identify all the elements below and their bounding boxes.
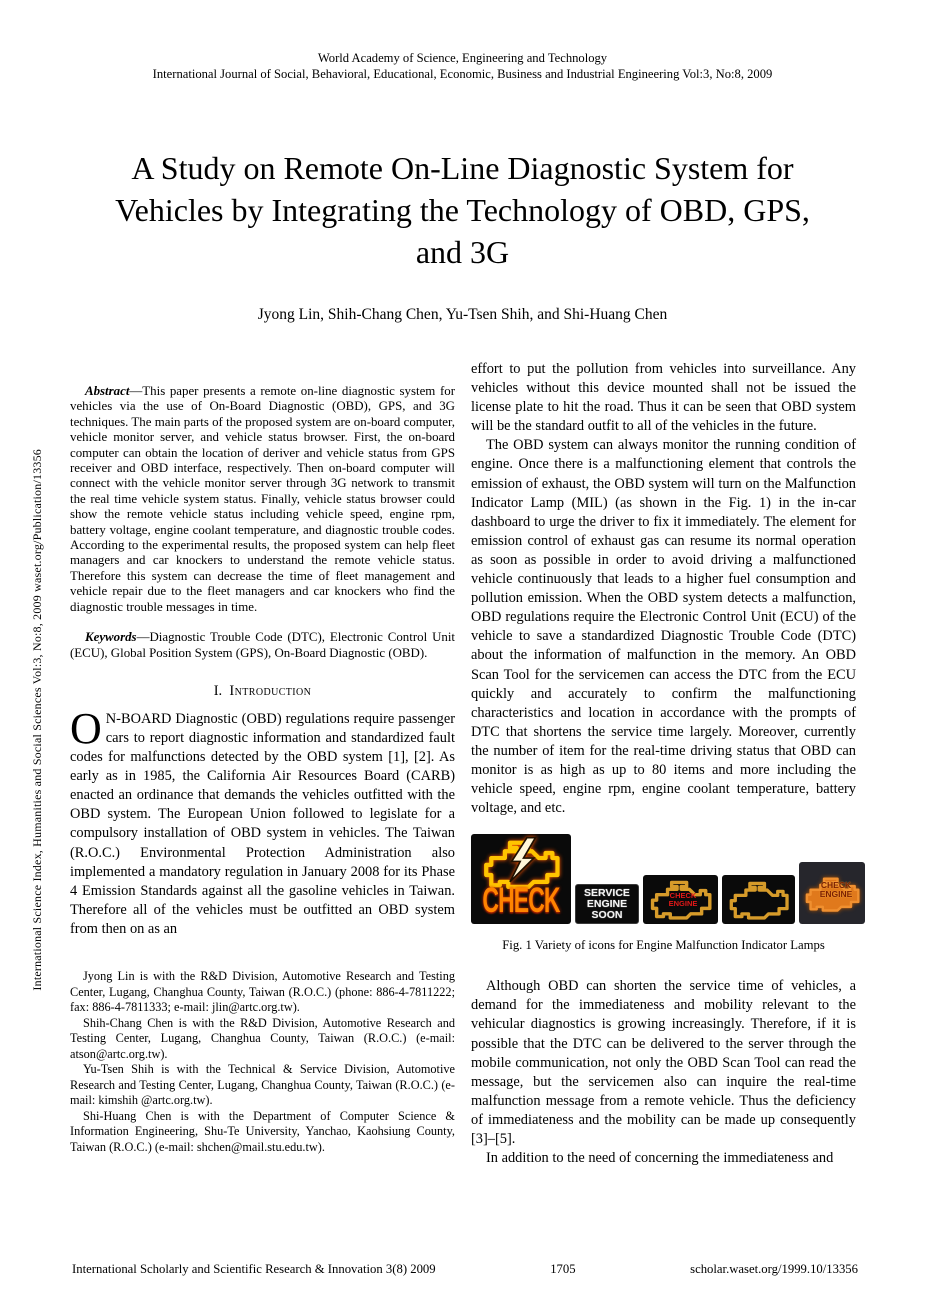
abstract-label: Abstract <box>85 384 130 398</box>
abstract-text: —This paper presents a remote on-line diagnostic system for vehicles via the use of On-Board Diagnostic (OBD), GPS, and 3G techniques. The main parts of the proposed system are on-board computer, vehicle monitor server, and vehicle status browser. First, the on-board computer can obtain the location of deriver and vehicle status from GPS receiver and OBD interface, respectively. Then on-board computer will connect with the vehicle monitor server through 3G network to transmit the real time vehicle system status. Finally, vehicle status browser could show the remote vehicle status including vehicle speed, engine rpm, battery voltage, engine coolant temperature, and diagnostic trouble codes. According to the experimental results, the proposed system can help fleet managers and car knockers to understand the remote vehicle status. Therefore this system can decrease the time of fleet management and vehicle repair due to the fleet managers and car knockers who find the diagnostic trouble messages in time. <box>70 384 455 614</box>
service-engine-soon-text: SERVICE ENGINE SOON <box>584 886 630 921</box>
footnote-author-4: Shi-Huang Chen is with the Department of Computer Science & Information Engineering, Shu-Te University, Yanchao, Kaohsiung County, Taiwan (R.O.C.) (e-mail: shchen@mail.stu.edu.tw). <box>70 1108 455 1154</box>
mil-lamp-row <box>471 834 856 924</box>
figure-1 <box>471 834 856 953</box>
section-number: I. <box>213 682 230 699</box>
author-footnotes <box>70 969 455 1155</box>
sidebar-index-text <box>26 420 48 1020</box>
introduction-first-paragraph <box>70 703 455 939</box>
journal-volume-line: International Journal of Social, Behavioral, Educational, Economic, Business and Industrial Engineering Vol:3, No:8, 2009 <box>152 67 773 82</box>
introduction-first-paragraph-text: N-BOARD Diagnostic (OBD) regulations require passenger cars to report diagnostic information and standardized fault codes for malfunctions detected by the OBD system [1], [2]. As early as in 1985, the California Air Resources Board (CARB) enacted an ordinance that demands the vehicles outfitted with the OBD system. The European Union followed to legislate for a compulsory installation of OBD system in vehicles. The Taiwan (R.O.C.) Environmental Protection Administration also implemented a mandatory regulation in January 2008 for its Phase 4 Emission Standards against all the gasoline vehicles in Taiwan. Therefore all of the vehicles must be outfitted an OBD system from then on as an <box>70 710 455 937</box>
service-engine-soon-lamp-icon <box>575 884 639 924</box>
right-column <box>471 360 856 1168</box>
check-engine-block-lamp-icon <box>799 862 865 924</box>
authors-line: Jyong Lin, Shih-Chang Chen, Yu-Tsen Shih, and Shi-Huang Chen <box>257 306 668 323</box>
keywords-text: —Diagnostic Trouble Code (DTC), Electronic Control Unit (ECU), Global Position System (GPS), On-Board Diagnostic (OBD). <box>70 630 455 660</box>
footer-doi-link: scholar.waset.org/1999.10/13356 <box>690 1262 858 1276</box>
footnote-author-2: Shih-Chang Chen is with the R&D Division, Automotive Research and Testing Center, Lugang, Changhua County, Taiwan (R.O.C.) (e-mail: atson@artc.org.tw). <box>70 1015 455 1061</box>
page-footer <box>72 1262 858 1277</box>
section-heading-introduction <box>70 683 455 700</box>
two-column-body <box>70 360 856 1168</box>
footnote-author-1: Jyong Lin is with the R&D Division, Automotive Research and Testing Center, Lugang, Changhua County, Taiwan (R.O.C.) (phone: 886-4-7811222; fax: 886-4-7811333; e-mail: jlin@artc.org.tw). <box>70 969 455 1015</box>
check-engine-red-text: CHECK ENGINE <box>668 891 698 909</box>
dropcap-letter: O <box>70 703 102 753</box>
footer-journal-info: International Scholarly and Scientific Research & Innovation 3(8) 2009 <box>72 1262 436 1276</box>
left-column <box>70 360 455 1155</box>
footnote-author-3: Yu-Tsen Shih is with the Technical & Service Division, Automotive Research and Testing Center, Lugang, Changhua County, Taiwan (R.O.C.) (e-mail: kimshih @artc.org.tw). <box>70 1062 455 1108</box>
check-engine-lamp-large-icon <box>471 834 571 924</box>
footer-page-number: 1705 <box>550 1262 576 1276</box>
section-title: Introduction <box>229 682 312 699</box>
figure-1-caption: Fig. 1 Variety of icons for Engine Malfunction Indicator Lamps <box>502 938 825 953</box>
paragraph-obd-monitor: The OBD system can always monitor the running condition of engine. Once there is a malfunctioning element that controls the emission of exhaust, the OBD system will turn on the Malfunction Indicator Lamp (MIL) (as shown in the Fig. 1) in the in-car dashboard to urge the driver to fix it immediately. The element for emission control of exhaust gas can resume its normal operation as soon as possible in order to avoid driving a malfunctioned vehicle continuously that leads to a higher fuel consumption and pollution emission. When the OBD system detects a malfunction, OBD regulations require the Electronic Control Unit (ECU) of the vehicle to save a standardized Diagnostic Trouble Code (DTC) about the information of malfunction in the memory. An OBD Scan Tool for the servicemen can access the DTC from the ECU quickly and accurately to confirm the malfunctioning characteristics and location in accordance with the prompts of DTC that shortens the service time largely. Moreover, currently the number of item for the real-time driving status that OBD can monitor is as high as up to 80 items and more including the vehicle speed, engine rpm, engine coolant temperature, battery voltage, and etc. <box>471 437 856 817</box>
paragraph-continuation: effort to put the pollution from vehicles into surveillance. Any vehicles without this device mounted shall not be issued the license plate to hit the road. Thus it can be seen that OBD system will be the standard outfit to all of the vehicles in the future. <box>471 361 856 435</box>
journal-header <box>0 50 925 82</box>
check-word: CHECK <box>482 881 560 921</box>
sidebar-index-label: International Science Index, Humanities and Social Sciences Vol:3, No:8, 2009 waset.org/Publication/13356 <box>29 449 44 991</box>
keywords-label: Keywords <box>85 630 137 645</box>
keywords-paragraph <box>70 630 455 661</box>
page-title: A Study on Remote On-Line Diagnostic System for Vehicles by Integrating the Technology of OBD, GPS, and 3G <box>115 150 810 271</box>
check-engine-block-text: CHECK ENGINE <box>819 880 853 900</box>
paragraph-last-line: In addition to the need of concerning the immediateness and <box>486 1150 834 1167</box>
engine-outline-lamp-icon <box>722 875 795 924</box>
paragraph-immediateness: Although OBD can shorten the service time of vehicles, a demand for the immediateness and mobility relevant to the vehicular diagnostics is growing increasingly. Therefore, if it is possible that the DTC can be delivered to the server through the mobile communication, not only the OBD Scan Tool can read the message, but the servicemen also can inquire the real-time malfunction message from a remote vehicle. Thus the deficiency of immediateness and the mobility can be made up consequently [3]–[5]. <box>471 978 856 1147</box>
engine-glyph <box>726 878 791 922</box>
journal-name: World Academy of Science, Engineering and Technology <box>317 51 608 65</box>
check-engine-outline-lamp-icon <box>643 875 718 924</box>
abstract-paragraph <box>70 384 455 615</box>
